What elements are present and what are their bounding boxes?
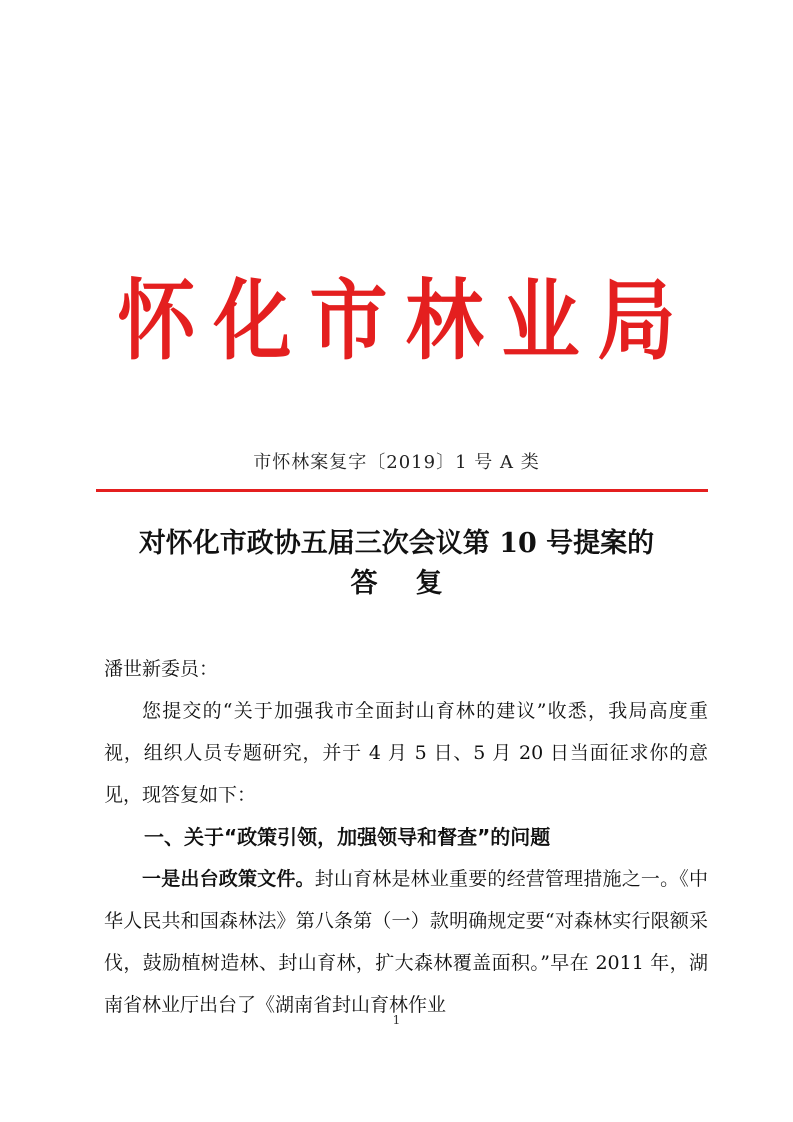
item-lead: 一是出台政策文件。 xyxy=(142,868,315,890)
title-line-2: 答复 xyxy=(350,568,481,599)
page-number: 1 xyxy=(392,1013,401,1027)
item-text: 封山育林是林业重要的经营管理措施之一。《中华人民共和国森林法》第八条第（一）款明确规定要“对森林实行限额采伐，鼓励植树造林、封山育林，扩大森林覆盖面积。”早在 2011 年，湖南省林业厅出台了《湖南省封山育林作业 xyxy=(104,868,708,1016)
item-paragraph xyxy=(104,858,708,1026)
document-number: 市怀林案复字〔2019〕1 号 A 类 xyxy=(253,452,540,473)
title-line-1: 对怀化市政协五届三次会议第 10 号提案的 xyxy=(138,528,655,559)
red-divider-line xyxy=(96,489,708,492)
section-heading: 一、关于“政策引领，加强领导和督查”的问题 xyxy=(144,825,551,849)
salutation: 潘世新委员： xyxy=(104,658,219,680)
organization-header: 怀化市林业局 xyxy=(117,271,694,373)
document-title xyxy=(0,524,793,604)
intro-paragraph: 您提交的“关于加强我市全面封山育林的建议”收悉，我局高度重视，组织人员专题研究，并于 4 月 5 日、5 月 20 日当面征求你的意见，现答复如下： xyxy=(104,700,708,806)
document-body xyxy=(104,648,708,1026)
